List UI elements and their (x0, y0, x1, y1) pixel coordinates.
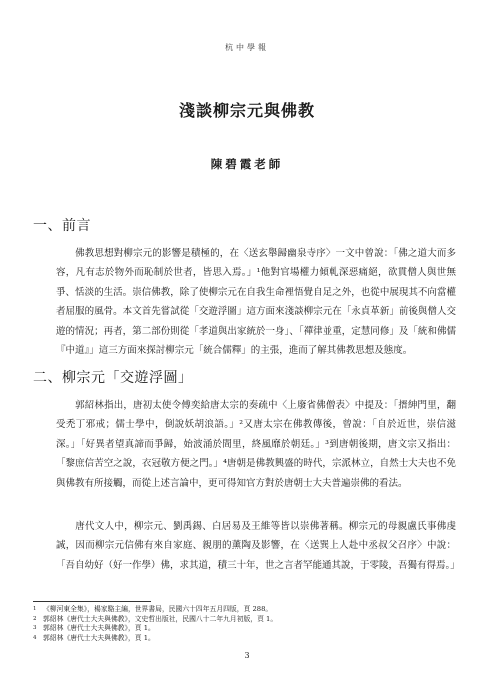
paragraph-text: 佛教思想對柳宗元的影響是積極的，在〈送玄舉歸幽泉寺序〉一文中曾說：「佛之道大而多容，凡有志於物外而恥制於世者，皆思入焉。」¹他對官場權力傾軋深惡痛絕，欲貫僧人與世無爭、恬淡的生活。崇信佛教，除了使柳宗元在自我生命裡悟覺自足之外，也從中展現其不向當權者屈服的風骨。本文首先嘗試從「交遊浮圖」這方面來淺談柳宗元在「永貞革新」前後與僧人交遊的情況；再者，第二部份則從「孝道與出家統於一身」、「禪律並重，定慧同修」及「統和佛儒『中道』」這三方面來探討柳宗元「統合儒釋」的主張，進而了解其佛教思想及態度。 (56, 248, 456, 357)
footnotes (33, 605, 453, 644)
footnote-mark: 2 (33, 615, 37, 622)
paragraph-text: 郭紹林指出，唐初太使令傅奕給唐太宗的奏疏中〈上廢省佛僧表〉中提及：「搢紳門里，翻受禿丁邪戒；儒士學中，倒說妖胡浪語。」²又唐太宗在佛教傳後，曾說：「自於近世，崇信滋深。」「好異者望真諦而爭歸，始波涌於間里，終風靡於朝廷。」³到唐朝後期，唐文宗又指出：「黎庶信苦空之說，衣冠敬方便之門。」⁴唐朝是佛教興盛的時代，宗派林立，自然士大夫也不免與佛教有所接觸，而從上述言論中，更可得知官方對於唐朝士大夫普遍崇佛的看法。 (56, 400, 456, 489)
paragraph-text: 唐代文人中，柳宗元、劉禹錫、白居易及王維等皆以崇佛著稱。柳宗元的母親盧氏事佛虔誠，因而柳宗元信佛有來自家庭、親朋的薰陶及影響，在〈送巽上人赴中丞叔父召序〉中說：「吾自幼好（好一作學）佛，求其道，積三十年，世之言者罕能通其說，于零陵，吾獨有得焉。」 (56, 521, 460, 571)
footnote-text: 《柳河東全集》，楊家駱主編，世界書局，民國六十四年五月四版，頁 288。 (43, 605, 273, 613)
body-paragraph (56, 517, 460, 575)
footnote (33, 605, 453, 615)
running-head: 杭中學報 (225, 43, 269, 52)
footnote-mark: 3 (33, 625, 37, 632)
page-title: 淺談柳宗元與佛教 (178, 101, 315, 120)
section-heading-intro: 一、前言 (33, 218, 91, 234)
body-paragraph (56, 396, 456, 493)
footnote-text: 郭紹林《唐代士大夫與佛教》，文史哲出版社，民國八十二年九月初版，頁 1。 (43, 614, 278, 623)
footnote (33, 624, 453, 634)
footnote-mark: 1 (33, 606, 37, 612)
footnote-text: 郭紹林《唐代士大夫與佛教》，頁 1。 (43, 624, 155, 633)
section-heading-friendship: 二、柳宗元「交遊浮圖」 (33, 370, 193, 386)
page-number: 3 (244, 651, 250, 660)
footnote-text: 郭紹林《唐代士大夫與佛教》，頁 1。 (43, 634, 155, 643)
footnote-rule (33, 601, 151, 602)
body-paragraph (56, 244, 456, 360)
footnote-mark: 4 (33, 635, 37, 642)
footnote (33, 615, 453, 625)
footnote (33, 634, 453, 644)
author-line: 陳碧霞老師 (210, 157, 284, 171)
